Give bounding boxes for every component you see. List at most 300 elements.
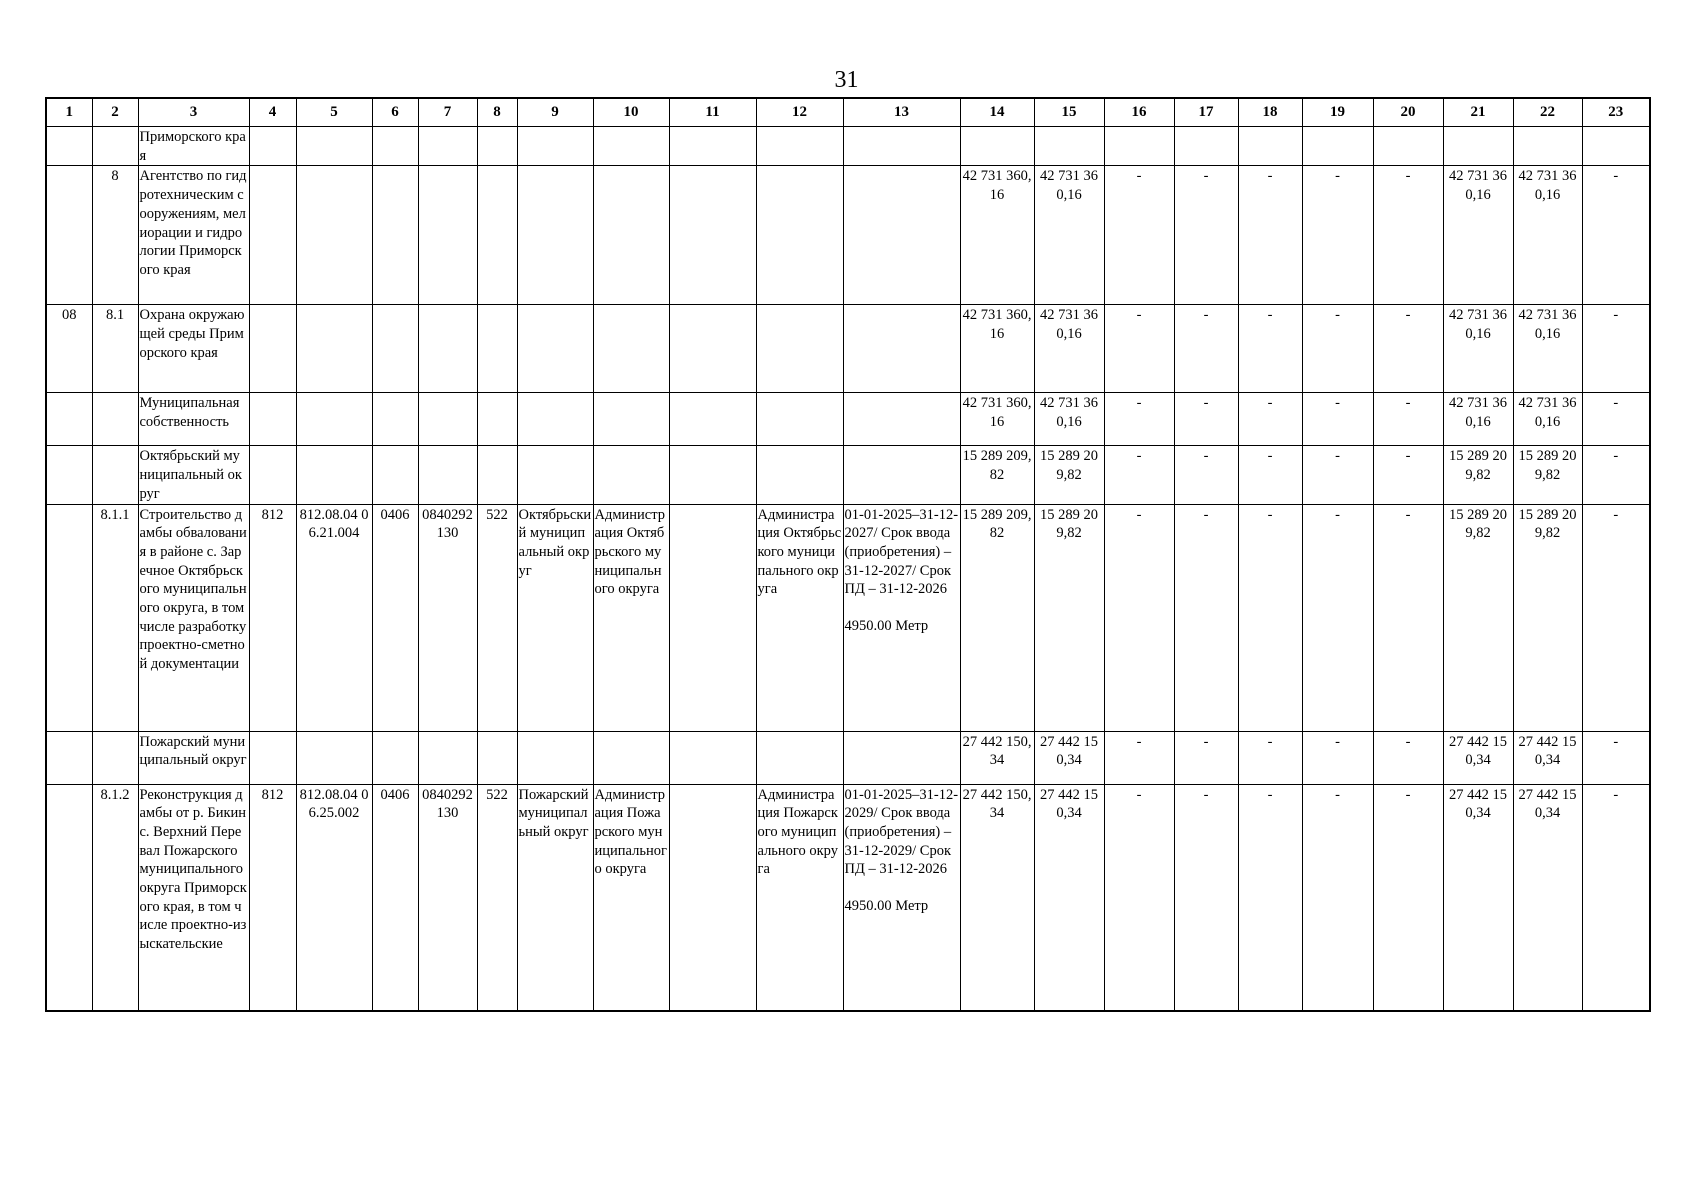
table-cell-col-23	[1582, 305, 1650, 393]
table-row	[46, 305, 1650, 393]
table-cell-col-2	[92, 731, 138, 784]
cell-text: -	[1203, 307, 1209, 324]
cell-measure-text: 4950.00 Метр	[844, 898, 929, 915]
table-cell-col-16	[1104, 446, 1174, 504]
table-cell-col-18	[1238, 784, 1302, 1011]
cell-text: -	[1203, 786, 1209, 803]
table-cell-col-20	[1373, 166, 1443, 305]
table-row	[46, 166, 1650, 305]
cell-text: Строительство дамбы обвалования в районе с. Заречное Октябрьского муниципального округа, в том числе разработку проектно-сметной документации	[139, 506, 247, 673]
cell-text: 27 442 150,34	[962, 786, 1032, 822]
cell-text: -	[1405, 733, 1411, 750]
table-cell-col-11	[669, 504, 756, 731]
page-number: 31	[834, 67, 859, 93]
cell-text: -	[1136, 448, 1142, 465]
cell-text: Октябрьский муниципальный округ	[518, 506, 592, 579]
table-cell-col-7	[418, 504, 477, 731]
table-cell-col-15	[1034, 305, 1104, 393]
table-cell-col-14	[960, 393, 1034, 446]
table-cell-col-21	[1443, 504, 1513, 731]
table-cell-col-21	[1443, 784, 1513, 1011]
column-header-20: 20	[1373, 98, 1443, 127]
table-cell-col-21	[1443, 166, 1513, 305]
table-cell-col-6	[372, 127, 418, 166]
cell-text: 522	[486, 506, 508, 523]
table-cell-col-18	[1238, 127, 1302, 166]
cell-text: Администрация Пожарского муниципального округа	[594, 786, 667, 878]
table-cell-col-15	[1034, 446, 1104, 504]
cell-text: Муниципальная собственность	[139, 395, 240, 431]
table-cell-col-13	[843, 504, 960, 731]
table-cell-col-9	[517, 305, 593, 393]
table-cell-col-2	[92, 305, 138, 393]
table-cell-col-10	[593, 393, 669, 446]
cell-text: -	[1136, 786, 1142, 803]
table-cell-col-9	[517, 166, 593, 305]
column-header-3: 3	[138, 98, 249, 127]
table-cell-col-23	[1582, 393, 1650, 446]
column-header-16: 16	[1104, 98, 1174, 127]
table-cell-col-23	[1582, 166, 1650, 305]
cell-text: -	[1136, 733, 1142, 750]
table-cell-col-14	[960, 305, 1034, 393]
cell-text: 42 731 360,16	[1518, 168, 1577, 204]
table-cell-col-13	[843, 446, 960, 504]
cell-text: 15 289 209,82	[1040, 506, 1098, 542]
table-cell-col-13	[843, 784, 960, 1011]
cell-text: -	[1267, 786, 1273, 803]
cell-text: -	[1405, 395, 1411, 412]
table-cell-col-9	[517, 127, 593, 166]
cell-text: -	[1335, 733, 1340, 750]
table-cell-col-1	[46, 446, 92, 504]
table-cell-col-2	[92, 166, 138, 305]
cell-text: 42 731 360,16	[962, 395, 1032, 431]
cell-text: -	[1613, 168, 1619, 185]
cell-text: -	[1405, 168, 1411, 185]
table-cell-col-4	[249, 731, 296, 784]
cell-text: -	[1335, 786, 1340, 803]
cell-text: 0840292130	[422, 786, 473, 822]
table-cell-col-14	[960, 166, 1034, 305]
cell-text: 15 289 209,82	[1040, 448, 1098, 484]
table-cell-col-7	[418, 305, 477, 393]
table-cell-col-14	[960, 731, 1034, 784]
table-cell-col-10	[593, 731, 669, 784]
table-cell-col-9	[517, 784, 593, 1011]
column-header-14: 14	[960, 98, 1034, 127]
cell-text: 27 442 150,34	[1518, 786, 1577, 822]
column-header-12: 12	[756, 98, 843, 127]
cell-text: 42 731 360,16	[1449, 395, 1507, 431]
cell-text: 15 289 209,82	[1449, 506, 1507, 542]
column-header-4: 4	[249, 98, 296, 127]
column-header-21: 21	[1443, 98, 1513, 127]
table-cell-col-19	[1302, 166, 1373, 305]
cell-text: 27 442 150,34	[1449, 733, 1507, 769]
table-cell-col-11	[669, 784, 756, 1011]
cell-text: -	[1613, 506, 1619, 523]
table-cell-col-5	[296, 166, 372, 305]
cell-text: 01-01-2025–31-12-2029/ Срок ввода (приобретения) – 31-12-2029/ Срок ПД – 31-12-2026	[844, 786, 959, 878]
table-cell-col-22	[1513, 504, 1582, 731]
table-cell-col-21	[1443, 127, 1513, 166]
table-cell-col-19	[1302, 305, 1373, 393]
column-header-17: 17	[1174, 98, 1238, 127]
table-cell-col-10	[593, 305, 669, 393]
table-cell-col-22	[1513, 305, 1582, 393]
table-cell-col-14	[960, 784, 1034, 1011]
table-cell-col-16	[1104, 731, 1174, 784]
cell-text: 27 442 150,34	[1518, 733, 1577, 769]
table-cell-col-14	[960, 504, 1034, 731]
table-cell-col-23	[1582, 127, 1650, 166]
table-cell-col-6	[372, 504, 418, 731]
table-cell-col-19	[1302, 393, 1373, 446]
table-cell-col-16	[1104, 305, 1174, 393]
table-cell-col-12	[756, 504, 843, 731]
table-cell-col-18	[1238, 446, 1302, 504]
cell-text: 812	[261, 506, 284, 523]
table-cell-col-17	[1174, 446, 1238, 504]
table-cell-col-5	[296, 305, 372, 393]
cell-text: -	[1203, 168, 1209, 185]
table-cell-col-1	[46, 784, 92, 1011]
column-header-5: 5	[296, 98, 372, 127]
table-cell-col-22	[1513, 393, 1582, 446]
table-cell-col-21	[1443, 446, 1513, 504]
table-cell-col-16	[1104, 504, 1174, 731]
cell-text: 27 442 150,34	[962, 733, 1032, 769]
table-cell-col-13	[843, 393, 960, 446]
cell-text: 15 289 209,82	[962, 448, 1032, 484]
table-cell-col-8	[477, 731, 517, 784]
table-cell-col-3	[138, 127, 249, 166]
table-cell-col-22	[1513, 731, 1582, 784]
table-cell-col-1	[46, 127, 92, 166]
cell-text: 42 731 360,16	[962, 168, 1032, 204]
table-cell-col-1	[46, 731, 92, 784]
cell-text: Пожарский муниципальный округ	[518, 786, 589, 840]
table-cell-col-12	[756, 446, 843, 504]
cell-text: Пожарский муниципальный округ	[139, 733, 247, 769]
cell-text: -	[1136, 395, 1142, 412]
table-cell-col-12	[756, 393, 843, 446]
cell-text: 42 731 360,16	[962, 307, 1032, 343]
table-cell-col-17	[1174, 305, 1238, 393]
table-cell-col-8	[477, 504, 517, 731]
table-cell-col-8	[477, 446, 517, 504]
table-cell-col-7	[418, 731, 477, 784]
column-header-7: 7	[418, 98, 477, 127]
table-cell-col-11	[669, 393, 756, 446]
column-header-19: 19	[1302, 98, 1373, 127]
cell-text: 42 731 360,16	[1518, 395, 1577, 431]
table-cell-col-15	[1034, 731, 1104, 784]
table-cell-col-19	[1302, 504, 1373, 731]
table-cell-col-13	[843, 731, 960, 784]
table-cell-col-10	[593, 127, 669, 166]
cell-text: 8	[111, 168, 119, 185]
cell-text: -	[1613, 307, 1619, 324]
table-cell-col-11	[669, 731, 756, 784]
table-cell-col-2	[92, 127, 138, 166]
table-cell-col-13	[843, 166, 960, 305]
table-cell-col-6	[372, 446, 418, 504]
cell-text: 08	[62, 307, 77, 324]
cell-text: -	[1405, 786, 1411, 803]
table-cell-col-5	[296, 446, 372, 504]
table-cell-col-5	[296, 731, 372, 784]
cell-text: -	[1613, 786, 1619, 803]
header-row	[46, 98, 1650, 127]
table-row	[46, 446, 1650, 504]
cell-text: 42 731 360,16	[1518, 307, 1577, 343]
cell-text: -	[1267, 307, 1273, 324]
table-cell-col-20	[1373, 731, 1443, 784]
cell-text: Администрация Октябрьского муниципального округа	[594, 506, 666, 598]
table-cell-col-12	[756, 127, 843, 166]
table-cell-col-19	[1302, 731, 1373, 784]
table-cell-col-14	[960, 446, 1034, 504]
column-header-6: 6	[372, 98, 418, 127]
cell-text: -	[1613, 448, 1619, 465]
table-cell-col-1	[46, 166, 92, 305]
column-header-1: 1	[46, 98, 92, 127]
cell-text: -	[1405, 506, 1411, 523]
table-cell-col-20	[1373, 446, 1443, 504]
cell-text: -	[1613, 733, 1619, 750]
column-header-2: 2	[92, 98, 138, 127]
table-cell-col-20	[1373, 393, 1443, 446]
table-cell-col-9	[517, 446, 593, 504]
cell-text: 42 731 360,16	[1449, 307, 1507, 343]
table-cell-col-7	[418, 166, 477, 305]
cell-text: 0406	[380, 786, 410, 803]
table-row	[46, 504, 1650, 731]
table-cell-col-22	[1513, 127, 1582, 166]
table-cell-col-6	[372, 166, 418, 305]
cell-text: -	[1136, 506, 1142, 523]
table-cell-col-2	[92, 784, 138, 1011]
cell-text: 8.1.2	[100, 786, 130, 803]
table-cell-col-23	[1582, 784, 1650, 1011]
column-header-15: 15	[1034, 98, 1104, 127]
cell-text: Приморского края	[139, 129, 246, 164]
table-cell-col-9	[517, 731, 593, 784]
table-cell-col-15	[1034, 127, 1104, 166]
cell-text: -	[1335, 506, 1340, 523]
table-cell-col-21	[1443, 393, 1513, 446]
table-cell-col-7	[418, 784, 477, 1011]
table-cell-col-5	[296, 504, 372, 731]
cell-text: 27 442 150,34	[1449, 786, 1507, 822]
cell-text: Реконструкция дамбы от р. Бикин с. Верхний Перевал Пожарского муниципального округа Приморского края, в том числе проектно-изыскательские	[139, 786, 247, 953]
column-header-11: 11	[669, 98, 756, 127]
table-cell-col-20	[1373, 127, 1443, 166]
table-cell-col-4	[249, 127, 296, 166]
table-cell-col-11	[669, 446, 756, 504]
cell-text: 42 731 360,16	[1040, 395, 1098, 431]
table-cell-col-21	[1443, 305, 1513, 393]
cell-text: -	[1267, 395, 1273, 412]
table-cell-col-17	[1174, 504, 1238, 731]
cell-text: -	[1267, 448, 1273, 465]
table-cell-col-22	[1513, 166, 1582, 305]
cell-text: -	[1405, 307, 1411, 324]
table-cell-col-23	[1582, 446, 1650, 504]
cell-text: -	[1267, 733, 1273, 750]
table-cell-col-8	[477, 127, 517, 166]
table-cell-col-4	[249, 393, 296, 446]
cell-text: 27 442 150,34	[1040, 786, 1098, 822]
cell-text: -	[1203, 395, 1209, 412]
table-cell-col-18	[1238, 166, 1302, 305]
column-header-13: 13	[843, 98, 960, 127]
cell-text: -	[1335, 395, 1340, 412]
table-cell-col-20	[1373, 504, 1443, 731]
table-cell-col-15	[1034, 504, 1104, 731]
column-header-8: 8	[477, 98, 517, 127]
table-cell-col-6	[372, 393, 418, 446]
cell-text: 15 289 209,82	[1518, 506, 1577, 542]
table-cell-col-16	[1104, 784, 1174, 1011]
column-header-18: 18	[1238, 98, 1302, 127]
table-cell-col-10	[593, 166, 669, 305]
table-cell-col-17	[1174, 166, 1238, 305]
cell-measure-text: 4950.00 Метр	[844, 618, 929, 635]
table-cell-col-6	[372, 731, 418, 784]
table-cell-col-4	[249, 504, 296, 731]
cell-text: -	[1267, 168, 1273, 185]
cell-text: -	[1335, 307, 1340, 324]
table-cell-col-16	[1104, 166, 1174, 305]
column-header-10: 10	[593, 98, 669, 127]
table-cell-col-9	[517, 504, 593, 731]
cell-text: 812.08.04 06.25.002	[299, 786, 369, 822]
table-cell-col-11	[669, 166, 756, 305]
table-row	[46, 127, 1650, 166]
table-cell-col-2	[92, 393, 138, 446]
table-cell-col-3	[138, 305, 249, 393]
cell-text: -	[1203, 506, 1209, 523]
table-cell-col-3	[138, 731, 249, 784]
table-cell-col-5	[296, 127, 372, 166]
table-cell-col-19	[1302, 446, 1373, 504]
table-cell-col-2	[92, 446, 138, 504]
table-cell-col-17	[1174, 784, 1238, 1011]
cell-text: Агентство по гидротехническим сооружениям, мелиорации и гидрологии Приморского края	[139, 168, 247, 278]
cell-text: -	[1203, 733, 1209, 750]
table-row	[46, 731, 1650, 784]
table-cell-col-23	[1582, 504, 1650, 731]
table-cell-col-2	[92, 504, 138, 731]
cell-text: -	[1335, 168, 1340, 185]
cell-text: 15 289 209,82	[1449, 448, 1507, 484]
cell-text: Администрация Октябрьского муниципального округа	[757, 506, 842, 598]
cell-text: 8.1.1	[100, 506, 130, 523]
table-cell-col-23	[1582, 731, 1650, 784]
table-cell-col-7	[418, 446, 477, 504]
cell-text: 01-01-2025–31-12-2027/ Срок ввода (приобретения) – 31-12-2027/ Срок ПД – 31-12-2026	[844, 506, 959, 598]
table-cell-col-1	[46, 393, 92, 446]
table-cell-col-22	[1513, 784, 1582, 1011]
cell-text: 8.1	[105, 307, 125, 324]
data-table	[45, 97, 1651, 1012]
table-cell-col-8	[477, 166, 517, 305]
cell-text: -	[1335, 448, 1340, 465]
cell-text: 0840292130	[422, 506, 473, 542]
table-cell-col-20	[1373, 784, 1443, 1011]
table-cell-col-12	[756, 305, 843, 393]
cell-text: -	[1136, 168, 1142, 185]
cell-text: -	[1267, 506, 1273, 523]
table-cell-col-4	[249, 305, 296, 393]
cell-text: 42 731 360,16	[1449, 168, 1507, 204]
table-cell-col-17	[1174, 731, 1238, 784]
table-cell-col-6	[372, 784, 418, 1011]
cell-text: 27 442 150,34	[1040, 733, 1098, 769]
cell-text: -	[1136, 307, 1142, 324]
table-cell-col-5	[296, 784, 372, 1011]
table-cell-col-13	[843, 305, 960, 393]
table-cell-col-3	[138, 784, 249, 1011]
column-header-23: 23	[1582, 98, 1650, 127]
table-cell-col-4	[249, 166, 296, 305]
table-cell-col-22	[1513, 446, 1582, 504]
table-cell-col-10	[593, 446, 669, 504]
table-cell-col-11	[669, 305, 756, 393]
table-cell-col-3	[138, 166, 249, 305]
cell-text: 15 289 209,82	[962, 506, 1032, 542]
table-cell-col-15	[1034, 166, 1104, 305]
table-cell-col-17	[1174, 393, 1238, 446]
table-cell-col-4	[249, 446, 296, 504]
table-cell-col-13	[843, 127, 960, 166]
cell-text: -	[1613, 395, 1619, 412]
table-cell-col-15	[1034, 393, 1104, 446]
table-cell-col-1	[46, 305, 92, 393]
table-cell-col-5	[296, 393, 372, 446]
cell-text: 812	[261, 786, 284, 803]
table-cell-col-14	[960, 127, 1034, 166]
column-header-22: 22	[1513, 98, 1582, 127]
table-cell-col-8	[477, 305, 517, 393]
cell-text: 812.08.04 06.21.004	[299, 506, 369, 542]
table-cell-col-19	[1302, 127, 1373, 166]
table-cell-col-3	[138, 393, 249, 446]
cell-text: Администрация Пожарского муниципального округа	[757, 786, 838, 878]
table-cell-col-17	[1174, 127, 1238, 166]
table-cell-col-20	[1373, 305, 1443, 393]
table-cell-col-8	[477, 393, 517, 446]
table-cell-col-18	[1238, 504, 1302, 731]
table-cell-col-7	[418, 127, 477, 166]
table-cell-col-18	[1238, 393, 1302, 446]
table-cell-col-1	[46, 504, 92, 731]
cell-text: -	[1203, 448, 1209, 465]
table-row	[46, 393, 1650, 446]
table-cell-col-18	[1238, 731, 1302, 784]
cell-text: Охрана окружающей среды Приморского края	[139, 307, 245, 361]
table-cell-col-3	[138, 504, 249, 731]
table-cell-col-15	[1034, 784, 1104, 1011]
table-cell-col-10	[593, 784, 669, 1011]
cell-text: 42 731 360,16	[1040, 307, 1098, 343]
table-cell-col-10	[593, 504, 669, 731]
table-cell-col-4	[249, 784, 296, 1011]
table-cell-col-16	[1104, 127, 1174, 166]
